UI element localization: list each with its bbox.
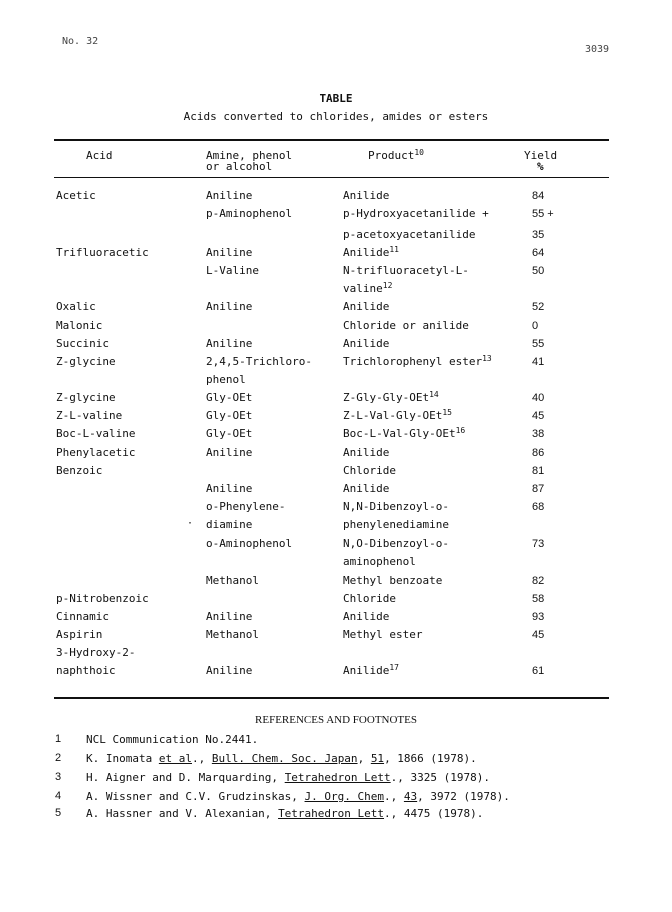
table-cell-acid: Cinnamic [56,610,109,623]
table-cell-yield: 87 [532,483,545,495]
footnote-ref: 11 [389,245,399,254]
table-cell-product: Anilide$^{11}$ [343,245,399,259]
table-cell-amine: Aniline [206,189,253,202]
table-cell-yield: 52 [532,301,545,313]
table-cell-product: p-Hydroxyacetanilide + [343,207,489,220]
table-cell-yield: 73 [532,538,545,550]
table-cell-yield: 38 [532,428,545,440]
table-cell-yield: 82 [532,575,545,587]
table-cell-product: Anilide [343,337,390,350]
table-cell-product: Anilide [343,482,390,495]
table-title: TABLE [319,92,353,105]
table-cell-acid: p-Nitrobenzoic [56,592,149,605]
footnote-ref: 16 [455,426,466,435]
footnote-ref: 14 [429,390,439,399]
table-cell-amine: diamine [206,518,253,531]
table-cell-acid: Z-glycine [56,355,116,368]
table-cell-acid: Z-glycine [56,391,116,404]
column-header-product-ref: 10 [414,148,424,157]
table-cell-amine: Aniline [206,446,253,459]
table-cell-product: Trichlorophenyl ester$^{13}$ [343,354,492,368]
table-cell-product: Z-L-Val-Gly-OEt$^{15}$ [343,408,452,422]
table-cell-amine: phenol [206,373,246,386]
table-cell-yield: 86 [532,447,545,459]
table-cell-amine: p-Aminophenol [206,207,293,220]
table-cell-amine: Methanol [206,628,259,641]
table-cell-amine: Gly-OEt [206,391,253,404]
column-header-amine-line2: or alcohol [206,160,273,173]
table-cell-yield: 93 [532,611,545,623]
table-cell-product: N,N-Dibenzoyl-o- [343,500,449,513]
table-cell-product: p-acetoxyacetanilide [343,228,476,241]
table-cell-acid: Trifluoracetic [56,246,149,259]
table-cell-yield: 68 [532,501,545,513]
column-header-amine-line1: Amine, phenol [206,149,293,162]
table-cell-product: Anilide [343,610,390,623]
table-cell-amine: Aniline [206,664,253,677]
column-header-product-label: Product [368,149,415,162]
table-cell-yield: 55 + [532,208,554,220]
table-cell-acid: Benzoic [56,464,103,477]
table-cell-amine: Aniline [206,610,253,623]
references-heading: REFERENCES AND FOOTNOTES [255,714,417,726]
table-top-rule [54,139,609,141]
table-cell-product: Methyl ester [343,628,423,641]
footnote-ref: 17 [389,663,399,672]
table-cell-acid: naphthoic [56,664,116,677]
reference-number: 2 [55,752,62,764]
table-cell-product: Z-Gly-Gly-OEt$^{14}$ [343,390,439,404]
column-header-product [368,150,424,161]
table-cell-acid: Succinic [56,337,109,350]
table-cell-product: Anilide [343,300,390,313]
table-cell-acid: Acetic [56,189,96,202]
table-cell-acid: Malonic [56,319,103,332]
reference-text: NCL Communication No.2441. [86,733,259,746]
footnote-ref: 15 [442,408,452,417]
table-cell-product: aminophenol [343,555,416,568]
reference-number: 3 [55,771,62,783]
table-cell-yield: 0 [532,320,539,332]
table-cell-yield: 84 [532,190,545,202]
table-cell-amine: Aniline [206,300,253,313]
table-cell-yield: 41 [532,356,545,368]
table-cell-product: Chloride [343,592,396,605]
table-cell-yield: 40 [532,392,545,404]
table-cell-product: phenylenediamine [343,518,449,531]
table-cell-yield: 50 [532,265,545,277]
table-cell-amine: Aniline [206,246,253,259]
footnote-ref: 13 [482,354,492,363]
table-cell-amine: L-Valine [206,264,259,277]
table-cell-acid: Boc-L-valine [56,427,136,440]
reference-text: A. Hassner and V. Alexanian, Tetrahedron Lett., 4475 (1978). [86,807,484,820]
table-cell-yield: 58 [532,593,545,605]
reference-number: 1 [55,733,62,745]
table-cell-product: Anilide [343,189,390,202]
page-number: 3039 [585,44,610,55]
stray-mark: · [187,518,194,529]
table-cell-product: Anilide$^{17}$ [343,663,399,677]
table-cell-amine: Gly-OEt [206,409,253,422]
table-cell-amine: 2,4,5-Trichloro- [206,355,312,368]
table-cell-amine: Aniline [206,337,253,350]
table-cell-amine: o-Phenylene- [206,500,286,513]
table-cell-amine: o-Aminophenol [206,537,293,550]
column-header-acid: Acid [86,149,113,162]
table-cell-yield: 64 [532,247,545,259]
table-cell-acid: Z-L-valine [56,409,123,422]
table-cell-amine: Aniline [206,482,253,495]
table-cell-product: valine$^{12}$ [343,281,393,295]
table-bottom-rule [54,697,609,699]
table-cell-product: Methyl benzoate [343,574,443,587]
table-cell-yield: 61 [532,665,545,677]
table-cell-yield: 55 [532,338,545,350]
reference-text: K. Inomata et al., Bull. Chem. Soc. Japan, 51, 1866 (1978). [86,752,477,765]
table-cell-amine: Methanol [206,574,259,587]
table-cell-yield: 35 [532,229,545,241]
table-cell-acid: Aspirin [56,628,103,641]
reference-text: H. Aigner and D. Marquarding, Tetrahedron Lett., 3325 (1978). [86,771,490,784]
table-cell-product: N,O-Dibenzoyl-o- [343,537,449,550]
reference-number: 5 [55,807,62,819]
reference-text: A. Wissner and C.V. Grudzinskas, J. Org. Chem., 43, 3972 (1978). [86,790,510,803]
table-cell-acid: Oxalic [56,300,96,313]
journal-issue-label: No. 32 [62,36,99,47]
table-cell-acid: Phenylacetic [56,446,136,459]
reference-number: 4 [55,790,62,802]
table-cell-amine: Gly-OEt [206,427,253,440]
column-header-yield-line1: Yield [524,149,558,162]
table-cell-yield: 45 [532,629,545,641]
table-cell-acid: 3-Hydroxy-2- [56,646,136,659]
table-cell-product: Chloride or anilide [343,319,469,332]
table-cell-yield: 81 [532,465,545,477]
table-cell-yield: 45 [532,410,545,422]
table-cell-product: N-trifluoracetyl-L- [343,264,469,277]
footnote-ref: 12 [382,281,393,290]
column-header-yield-line2: % [537,160,544,173]
table-header-rule [54,177,609,178]
table-subtitle: Acids converted to chlorides, amides or esters [183,110,489,123]
table-cell-product: Boc-L-Val-Gly-OEt$^{16}$ [343,426,466,440]
table-cell-product: Anilide [343,446,390,459]
table-cell-product: Chloride [343,464,396,477]
